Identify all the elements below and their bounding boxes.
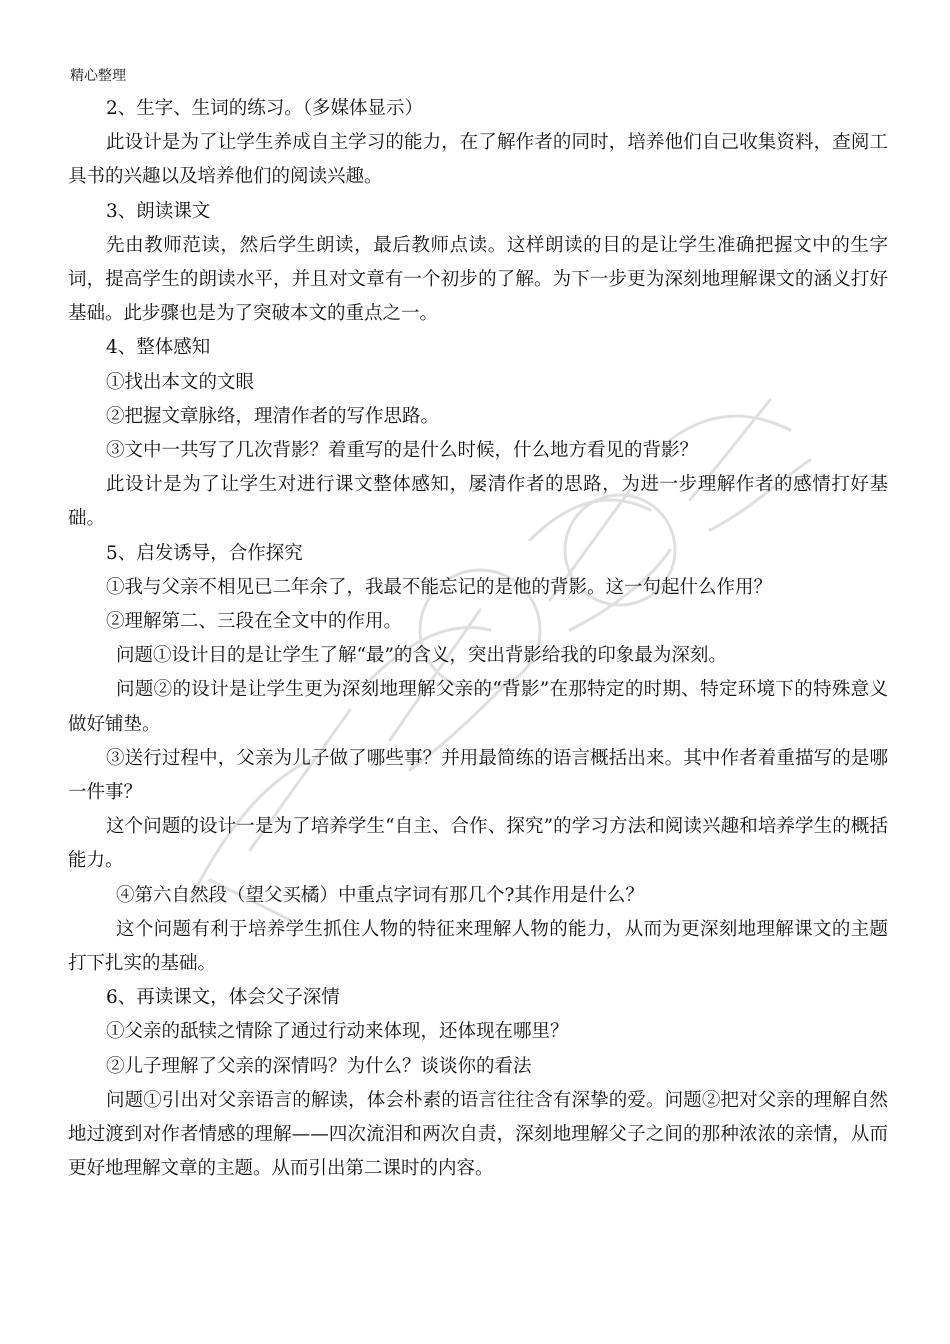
paragraph: 先由教师范读，然后学生朗读，最后教师点读。这样朗读的目的是让学生准确把握文中的生字词，提高学生的朗读水平，并且对文章有一个初步的了解。为下一步更为深刻地理解课文的涵义打好基础。此步骤也是为了突破本文的重点之一。	[68, 234, 888, 325]
list-item: ③送行过程中，父亲为儿子做了哪些事？并用最简练的语言概括出来。其中作者着重描写的是哪一件事？	[68, 747, 888, 804]
list-item: ①父亲的舐犊之情除了通过行动来体现，还体现在哪里？	[106, 1021, 569, 1043]
list-item: ①我与父亲不相见已二年余了，我最不能忘记的是他的背影。这一句起什么作用？	[106, 576, 773, 598]
list-item: ①找出本文的文眼	[106, 371, 255, 393]
list-item: ④第六自然段（望父买橘）中重点字词有那几个?其作用是什么？	[116, 884, 644, 906]
paragraph: 这个问题有利于培养学生抓住人物的特征来理解人物的能力，从而为更深刻地理解课文的主题打下扎实的基础。	[68, 918, 888, 975]
list-item: ②把握文章脉络，理清作者的写作思路。	[106, 405, 440, 427]
list-item: ②理解第二、三段在全文中的作用。	[106, 611, 403, 633]
list-item: ③文中一共写了几次背影？着重写的是什么时候，什么地方看见的背影？	[106, 440, 699, 462]
section-heading: 5、启发诱导，合作探究	[106, 542, 303, 564]
page-header-label: 精心整理	[70, 68, 126, 84]
paragraph: 这个问题的设计一是为了培养学生“自主、合作、探究”的学习方法和阅读兴趣和培养学生的概括能力。	[68, 816, 888, 872]
section-heading: 3、朗读课文	[106, 200, 211, 222]
paragraph: 问题①设计目的是让学生了解“最”的含义，突出背影给我的印象最为深刻。	[116, 645, 727, 667]
paragraph: 问题①引出对父亲语言的解读，体会朴素的语言往往含有深挚的爱。问题②把对父亲的理解自然地过渡到对作者情感的理解——四次流泪和两次自责，深刻地理解父子之间的那种浓浓的亲情，从而更好地理解文章的主题。从而引出第二课时的内容。	[68, 1089, 888, 1180]
list-item: ②儿子理解了父亲的深情吗？为什么？谈谈你的看法	[106, 1055, 532, 1077]
paragraph: 此设计是为了让学生养成自主学习的能力，在了解作者的同时，培养他们自己收集资料，查阅工具书的兴趣以及培养他们的阅读兴趣。	[68, 132, 888, 188]
section-heading: 6、再读课文，体会父子深情	[106, 987, 340, 1009]
paragraph: 此设计是为了让学生对进行课文整体感知，屡清作者的思路，为进一步理解作者的感情打好基础。	[68, 474, 888, 530]
document-body	[68, 92, 888, 1187]
section-heading: 4、整体感知	[106, 337, 211, 359]
section-heading: 2、生字、生词的练习。（多媒体显示）	[106, 98, 424, 119]
paragraph: 问题②的设计是让学生更为深刻地理解父亲的“背影”在那特定的时期、特定环境下的特殊意义做好铺垫。	[68, 679, 888, 735]
